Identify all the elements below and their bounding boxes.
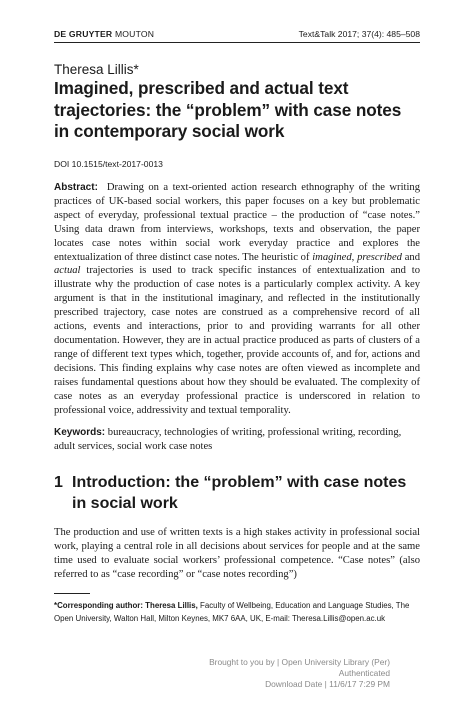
section-heading: [54, 472, 420, 514]
access-watermark: [209, 657, 390, 690]
keywords-text: bureaucracy, technologies of writing, professional writing, recording, adult services, social work case notes: [54, 427, 402, 452]
paper-title: [54, 78, 420, 143]
abstract-text-2: ,: [351, 251, 358, 263]
footnote: [54, 600, 420, 625]
abstract: [54, 181, 420, 417]
abstract-label: Abstract:: [54, 182, 98, 193]
abstract-em-actual: actual: [54, 265, 81, 277]
watermark-line-3: Download Date | 11/6/17 7:29 PM: [265, 679, 390, 689]
section-heading-line-1: Introduction: the “problem” with case notes: [72, 474, 407, 491]
keywords-label: Keywords:: [54, 427, 106, 438]
publisher-rest: MOUTON: [114, 29, 155, 39]
abstract-text-4: trajectories is used to track specific instances of entextualization and to illustrate why the production of case notes is a particularly complex activity. A key argument is that in the institutional imaginary, and reflected in the institutionally prescribed trajectory, case notes are construed as a comprehensive record of all actions, events and interactions, prior to and providing warrants for all other documentation. However, they are in actual practice produced as parts of clusters of a range of different text types which, together, provide accounts of, and for, actions and decisions. This finding explains why case notes are often viewed as incomplete and raises fundamental questions about how they should be evaluated. The complexity of case notes as an everyday professional practice is underscored in relation to professional voice, addressivity and textual temporality.: [54, 265, 420, 416]
title-line-1: Imagined, prescribed and actual text: [54, 78, 349, 98]
watermark-line-2: Authenticated: [338, 668, 390, 678]
title-line-3: in contemporary social work: [54, 121, 285, 141]
footnote-text: Faculty of Wellbeing, Education and Language Studies, The Open University, Walton Hall, Milton Keynes, MK7 6AA, UK, E-mail: Theresa.Lillis@open.ac.uk: [54, 601, 410, 623]
footnote-rule: [54, 593, 90, 594]
abstract-em-prescribed: prescribed: [357, 251, 402, 263]
keywords: [54, 426, 420, 454]
journal-citation: Text&Talk 2017; 37(4): 485–508: [298, 29, 420, 39]
section-heading-line-2: in social work: [72, 495, 178, 512]
doi: DOI 10.1515/text-2017-0013: [54, 159, 163, 169]
author-name: Theresa Lillis*: [54, 62, 139, 77]
publisher-bold: DE GRUYTER: [54, 29, 113, 39]
running-header: [54, 29, 420, 39]
publisher-logo: [54, 29, 154, 39]
title-line-2: trajectories: the “problem” with case notes: [54, 99, 402, 120]
abstract-text-1: Drawing on a text-oriented action research ethnography of the writing practices of UK-based social workers, this paper focuses on a key but problematic aspect of everyday, professional textual practice – the production of “case notes.” Using data drawn from interviews, workshops, texts and observation, the paper locates case notes within social work everyday practice and explores the entextualization of three distinct case notes. The heuristic of: [54, 182, 421, 263]
abstract-em-imagined: imagined: [312, 251, 352, 263]
abstract-text-3: and: [401, 251, 421, 263]
footnote-label: *Corresponding author: Theresa Lillis,: [54, 601, 198, 610]
section-number: 1: [54, 474, 63, 491]
body-paragraph: The production and use of written texts is a high stakes activity in professional social work, playing a central role in all decisions about services for people and at the same time used to evaluate social workers’ professional competence. “Case notes” (also referred to as “case recording” or “case notes recording”): [54, 527, 420, 580]
header-rule: [54, 42, 420, 43]
watermark-line-1: Brought to you by | Open University Library (Per): [209, 657, 390, 667]
